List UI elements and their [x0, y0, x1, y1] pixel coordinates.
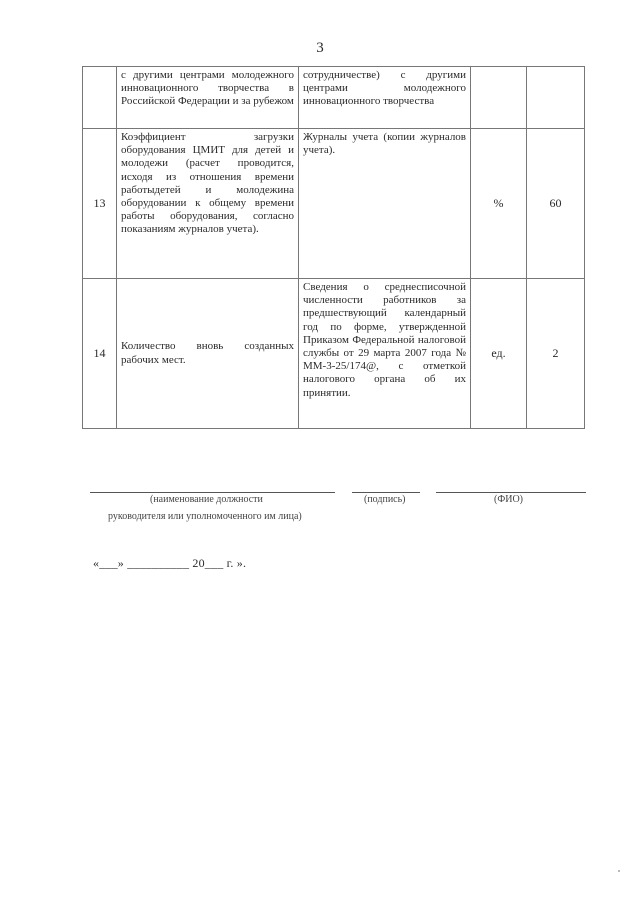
position-label-continued: руководителя или уполномоченного им лица): [108, 511, 302, 522]
data-source: сотрудничестве) с другими центрами молодежного инновационного творчества: [299, 67, 471, 129]
unit-of-measure: %: [471, 129, 527, 279]
date-line: «___» __________ 20___ г. ».: [93, 556, 247, 570]
fio-label: (ФИО): [494, 494, 524, 505]
unit-of-measure: [471, 67, 527, 129]
row-number: [83, 67, 117, 129]
table-row: [83, 67, 585, 129]
table-row: [83, 279, 585, 429]
table-row: [83, 129, 585, 279]
indicator-description: Коэффициент загрузки оборудования ЦМИТ для детей и молодежи (расчет проводится, исходя из отношения времени работыдетей и молодежина оборудовании к общему времени работы оборудования, согласно показаниям журналов учета).: [117, 129, 299, 279]
signature-label: (подпись): [364, 494, 406, 505]
unit-of-measure: ед.: [471, 279, 527, 429]
row-number: 13: [83, 129, 117, 279]
row-number: 14: [83, 279, 117, 429]
data-source: Журналы учета (копии журналов учета).: [299, 129, 471, 279]
page-number: 3: [316, 40, 324, 56]
scan-speck: [618, 870, 620, 872]
indicator-description: с другими центрами молодежного инновационного творчества в Российской Федерации и за рубежом: [117, 67, 299, 129]
position-label: (наименование должности: [150, 494, 263, 505]
target-value: [527, 67, 585, 129]
fio-signature-line: [436, 492, 586, 493]
position-signature-line: [90, 492, 335, 493]
indicators-table: [82, 66, 585, 429]
data-source: Сведения о среднесписочной численности работников за предшествующий календарный год по форме, утвержденной Приказом Федеральной налоговой службы от 29 марта 2007 года № ММ-3-25/174@, с отметкой налогового органа об их принятии.: [299, 279, 471, 429]
target-value: 2: [527, 279, 585, 429]
signature-line: [352, 492, 420, 493]
indicator-description: Количество вновь созданных рабочих мест.: [117, 279, 299, 429]
target-value: 60: [527, 129, 585, 279]
